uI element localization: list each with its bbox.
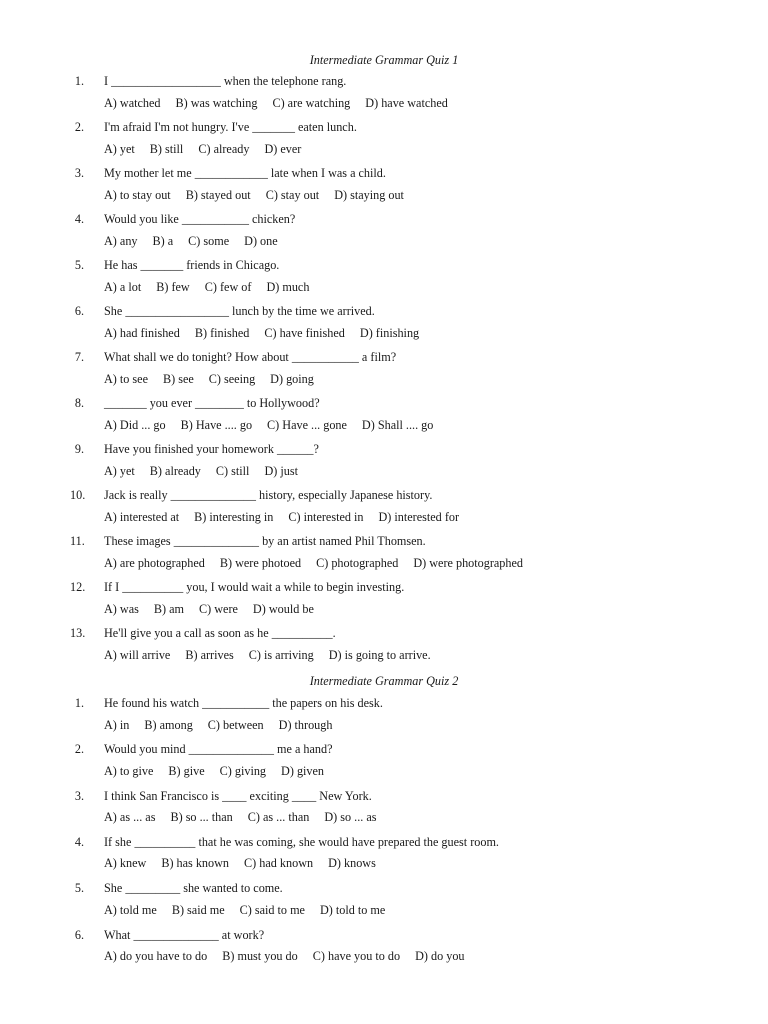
answer-options — [104, 556, 538, 571]
answer-options — [104, 510, 474, 525]
question-text: Have you finished your homework ______? — [104, 442, 319, 456]
answer-option: C) Have ... gone — [267, 417, 347, 432]
question-number: 6. — [74, 927, 84, 942]
answer-option: C) interested in — [288, 509, 364, 524]
question-number: 5. — [74, 258, 84, 272]
answer-options — [104, 372, 329, 387]
answer-option: B) must you do — [222, 949, 298, 963]
question-number: 2. — [74, 742, 84, 757]
answer-option: B) already — [149, 463, 201, 478]
question-number: 6. — [74, 304, 84, 318]
answer-option: A) as ... as — [104, 810, 156, 825]
question-text: These images ______________ by an artist named Phil Thomsen. — [104, 534, 426, 548]
answer-option: C) still — [215, 463, 250, 478]
answer-options — [104, 903, 400, 918]
answer-option: C) few of — [204, 279, 252, 294]
answer-options — [104, 280, 324, 295]
question-number: 1. — [74, 74, 84, 88]
answer-option: D) staying out — [334, 187, 404, 202]
answer-options — [104, 648, 446, 663]
question-text: I'm afraid I'm not hungry. I've _______ eaten lunch. — [104, 120, 357, 134]
question-number: 3. — [74, 788, 84, 803]
answer-option: A) watched — [104, 95, 161, 110]
question-text: _______ you ever ________ to Hollywood? — [104, 396, 320, 410]
question-number: 2. — [74, 120, 84, 134]
question-text: If I __________ you, I would wait a while to begin investing. — [104, 580, 405, 594]
question-text: I think San Francisco is ____ exciting ____ New York. — [104, 788, 372, 803]
answer-option: B) said me — [171, 902, 225, 917]
question-text: Jack is really ______________ history, especially Japanese history. — [104, 488, 433, 502]
answer-option: C) giving — [219, 763, 267, 778]
answer-option: C) are watching — [272, 95, 351, 110]
answer-option: B) finished — [194, 325, 250, 340]
answer-options — [104, 418, 448, 433]
answer-options — [104, 326, 434, 341]
quiz-title: Intermediate Grammar Quiz 2 — [309, 674, 459, 688]
question-text: What shall we do tonight? How about ___________ a film? — [104, 350, 397, 364]
answer-option: D) do you — [415, 949, 465, 963]
answer-option: D) just — [264, 463, 298, 478]
answer-option: D) is going to arrive. — [328, 647, 431, 662]
question-number: 7. — [74, 350, 84, 364]
answer-options — [104, 142, 316, 157]
answer-option: C) seeing — [208, 371, 256, 386]
answer-options — [104, 96, 463, 111]
question-number: 10. — [70, 488, 86, 502]
question-number: 11. — [70, 534, 85, 548]
question-number: 5. — [74, 881, 84, 896]
answer-option: C) stay out — [265, 187, 320, 202]
question-text: He found his watch ___________ the papers on his desk. — [104, 696, 383, 710]
answer-options — [104, 234, 293, 249]
answer-option: C) between — [207, 717, 264, 732]
answer-option: A) Did ... go — [104, 417, 166, 432]
answer-options — [104, 949, 480, 964]
answer-option: B) were photoed — [219, 555, 302, 570]
answer-option: A) to see — [104, 371, 148, 386]
answer-option: D) interested for — [378, 509, 460, 524]
answer-options — [104, 764, 339, 779]
question-text: She _________ she wanted to come. — [104, 881, 283, 896]
answer-option: C) were — [199, 601, 238, 616]
answer-option: D) finishing — [359, 325, 420, 340]
question-number: 3. — [74, 166, 84, 180]
answer-option: B) has known — [161, 856, 230, 871]
answer-options — [104, 602, 329, 617]
answer-option: D) given — [281, 763, 325, 778]
question-number: 13. — [70, 626, 86, 640]
answer-option: C) said to me — [239, 902, 305, 917]
answer-option: B) a — [152, 233, 174, 248]
question-text: Would you mind ______________ me a hand? — [104, 742, 333, 757]
answer-option: B) give — [168, 763, 205, 778]
answer-option: A) to give — [104, 763, 154, 778]
answer-option: A) was — [104, 601, 139, 616]
answer-option: A) are photographed — [104, 555, 205, 570]
answer-option: A) to stay out — [104, 187, 171, 202]
answer-option: D) one — [244, 233, 278, 248]
answer-option: D) through — [278, 717, 333, 732]
answer-option: D) knows — [328, 856, 376, 871]
answer-options — [104, 718, 347, 733]
answer-option: D) have watched — [365, 95, 448, 110]
answer-option: C) photographed — [316, 555, 399, 570]
answer-options — [104, 188, 419, 203]
answer-option: C) some — [188, 233, 230, 248]
answer-option: A) knew — [104, 856, 147, 871]
answer-option: B) still — [149, 141, 184, 156]
question-text: What ______________ at work? — [104, 927, 265, 942]
question-number: 1. — [74, 696, 84, 710]
answer-option: B) stayed out — [185, 187, 251, 202]
answer-option: A) any — [104, 233, 138, 248]
answer-option: C) as ... than — [247, 810, 310, 825]
answer-option: A) had finished — [104, 325, 180, 340]
answer-option: A) yet — [104, 141, 135, 156]
answer-option: B) see — [163, 371, 194, 386]
question-text: Would you like ___________ chicken? — [104, 212, 296, 226]
answer-options — [104, 856, 391, 871]
answer-option: D) told to me — [319, 902, 386, 917]
question-number: 12. — [70, 580, 86, 594]
answer-options — [104, 810, 392, 825]
answer-option: A) told me — [104, 902, 157, 917]
answer-option: A) interested at — [104, 509, 180, 524]
answer-option: C) already — [198, 141, 250, 156]
answer-option: B) few — [156, 279, 190, 294]
question-number: 4. — [74, 212, 84, 226]
question-text: He has _______ friends in Chicago. — [104, 258, 280, 272]
answer-option: B) was watching — [175, 95, 258, 110]
answer-option: A) yet — [104, 463, 135, 478]
answer-option: C) had known — [244, 856, 314, 871]
question-number: 9. — [74, 442, 84, 456]
answer-option: B) among — [144, 717, 193, 732]
question-text: I __________________ when the telephone rang. — [104, 74, 347, 88]
answer-option: A) will arrive — [104, 647, 171, 662]
answer-option: D) Shall .... go — [361, 417, 434, 432]
answer-option: A) do you have to do — [104, 949, 208, 963]
question-number: 4. — [74, 834, 84, 849]
answer-option: D) were photographed — [413, 555, 523, 570]
answer-option: B) Have .... go — [180, 417, 253, 432]
answer-option: B) interesting in — [194, 509, 274, 524]
question-text: He'll give you a call as soon as he __________. — [104, 626, 336, 640]
answer-option: A) a lot — [104, 279, 142, 294]
answer-options — [104, 464, 313, 479]
answer-option: C) is arriving — [248, 647, 314, 662]
answer-option: D) going — [270, 371, 314, 386]
answer-option: D) so ... as — [324, 810, 377, 825]
answer-option: B) am — [153, 601, 184, 616]
answer-option: D) would be — [252, 601, 314, 616]
answer-option: D) much — [266, 279, 310, 294]
answer-option: C) have finished — [264, 325, 345, 340]
answer-option: B) arrives — [185, 647, 234, 662]
question-number: 8. — [74, 396, 84, 410]
answer-option: C) have you to do — [312, 949, 401, 963]
answer-option: A) in — [104, 717, 130, 732]
answer-option: D) ever — [264, 141, 302, 156]
quiz-title: Intermediate Grammar Quiz 1 — [309, 53, 459, 67]
question-text: She _________________ lunch by the time we arrived. — [104, 304, 375, 318]
question-text: If she __________ that he was coming, she would have prepared the guest room. — [104, 834, 499, 849]
question-text: My mother let me ____________ late when I was a child. — [104, 166, 386, 180]
answer-option: B) so ... than — [170, 810, 233, 825]
